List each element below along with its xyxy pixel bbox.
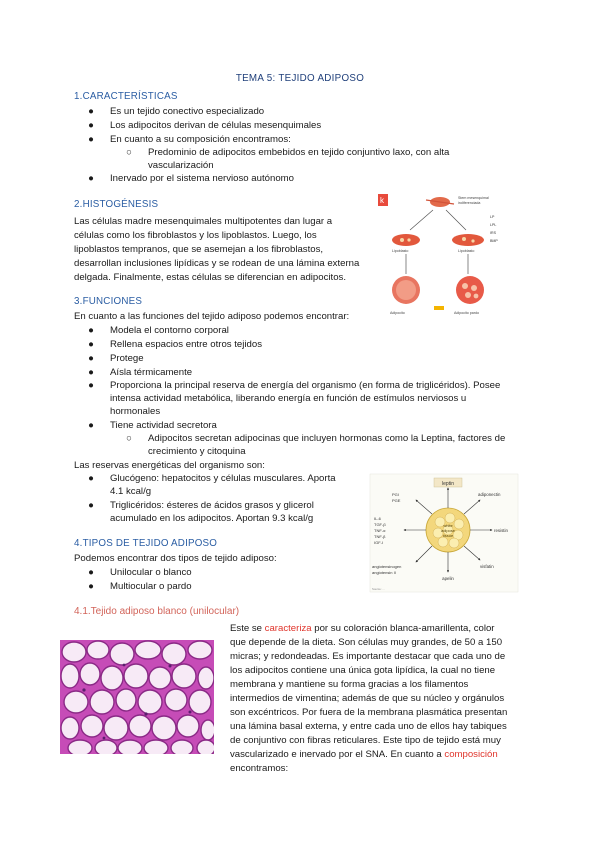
section-heading-tipos: 4.TIPOS DE TEJIDO ADIPOSO	[74, 538, 218, 549]
list-item-continuation: acumulado en los adipocitos. Aportan 9.3 kcal/g	[110, 513, 314, 524]
svg-text:angiotensin II: angiotensin II	[372, 570, 396, 575]
section-heading-histogenesis: 2.HISTOGÉNESIS	[74, 199, 159, 210]
svg-text:apelin: apelin	[442, 576, 454, 581]
svg-text:visfatin: visfatin	[480, 564, 494, 569]
sub-list-item-continuation: crecimiento y citoquina	[148, 446, 246, 457]
svg-text:angiotensinogen: angiotensinogen	[372, 564, 402, 569]
list-item-continuation: hormonales	[110, 406, 161, 417]
list-item-continuation: intensa actividad metabólica, liberando energía en función de estímulos nerviosos u	[110, 393, 467, 404]
tipos-intro: Podemos encontrar dos tipos de tejido adiposo:	[74, 553, 277, 564]
svg-text:LP: LP	[490, 215, 495, 219]
svg-text:adiponectin: adiponectin	[478, 492, 501, 497]
svg-text:tissue: tissue	[442, 533, 454, 538]
page-title: TEMA 5: TEJIDO ADIPOSO	[235, 73, 365, 84]
svg-text:BMP: BMP	[490, 239, 498, 243]
svg-text:Lipoblasto: Lipoblasto	[458, 249, 475, 253]
svg-text:indiferenciada: indiferenciada	[458, 201, 481, 205]
svg-text:adipose: adipose	[440, 528, 456, 533]
highlight-composicion: composición	[444, 749, 498, 760]
adipokines-diagram	[368, 472, 520, 596]
tejido-blanco-paragraph: Este se caracteriza por su coloración blanca-amarillenta, color que depende de la dieta. Son células muy grandes, de 50 a 150 micras; y redondeadas. Es importante destacar que cada uno de los adipocitos contiene una única gota lipídica, la cual no tiene membrana y mantiene su forma gracias a los filamentos intermedios de vimentina; además de que su núcleo y orgánulos son excéntricos. Por fuera de la membrana plasmática presentan una lámina basal externa, y entre cada uno de ellos hay tabiques de conjuntivo con fibras reticulares. Este tipo de tejido está muy vascularizado e inervado por el SNA. En cuanto a composición encontramos:	[230, 623, 508, 774]
reserves-intro: Las reservas energéticas del organismo son:	[74, 460, 265, 471]
section-heading-funciones: 3.FUNCIONES	[74, 296, 143, 307]
svg-text:TNF-α: TNF-α	[374, 528, 386, 533]
subsection-heading-tejido-blanco: 4.1.Tejido adiposo blanco (unilocular)	[74, 606, 240, 617]
svg-text:k: k	[380, 196, 384, 205]
svg-text:Adipocito: Adipocito	[390, 311, 405, 315]
svg-text:resistin: resistin	[494, 528, 508, 533]
svg-text:leptin: leptin	[442, 481, 454, 487]
lipoblast-cell	[452, 234, 484, 246]
svg-text:LPL: LPL	[490, 223, 497, 227]
svg-text:Adipocito pardo: Adipocito pardo	[454, 311, 479, 315]
svg-text:Stem mesenquimal: Stem mesenquimal	[458, 196, 489, 200]
histogenesis-paragraph: Las células madre mesenquimales multipotentes dan lugar a células como los fibroblastos y los lipoblastos. Luego, los lipoblastos tempranos, que se asemejan a los fibroblastos, desarrollan inclusiones lipídicas y se rodean de una lámina externa delgada. Finalmente, estas células se diferencian en adipocitos.	[74, 216, 360, 283]
svg-text:PGE: PGE	[392, 498, 401, 503]
svg-text:Source: ...: Source: ...	[372, 587, 385, 591]
brown-adipocyte	[456, 276, 484, 304]
svg-text:IL-6: IL-6	[374, 516, 381, 521]
svg-text:IRS: IRS	[490, 231, 496, 235]
sub-list-item-continuation: vascularización	[148, 160, 214, 171]
funciones-intro: En cuanto a las funciones del tejido adiposo podemos encontrar:	[74, 311, 350, 322]
section-heading-caracteristicas: 1.CARACTERÍSTICAS	[74, 91, 178, 102]
highlight-caracteriza: caracteriza	[264, 623, 312, 634]
svg-text:PGI: PGI	[392, 492, 399, 497]
histogenesis-diagram	[378, 190, 500, 322]
lipoblast-cell	[392, 234, 420, 246]
svg-text:TNF-β: TNF-β	[374, 534, 386, 539]
svg-text:TGF-β: TGF-β	[374, 522, 386, 527]
white-adipose-histology-image	[60, 640, 214, 754]
svg-text:white: white	[443, 523, 453, 528]
list-item-continuation: 4.1 kcal/g	[110, 486, 152, 497]
svg-text:IGF-I: IGF-I	[374, 540, 384, 545]
svg-text:Lipoblasto: Lipoblasto	[392, 249, 409, 253]
